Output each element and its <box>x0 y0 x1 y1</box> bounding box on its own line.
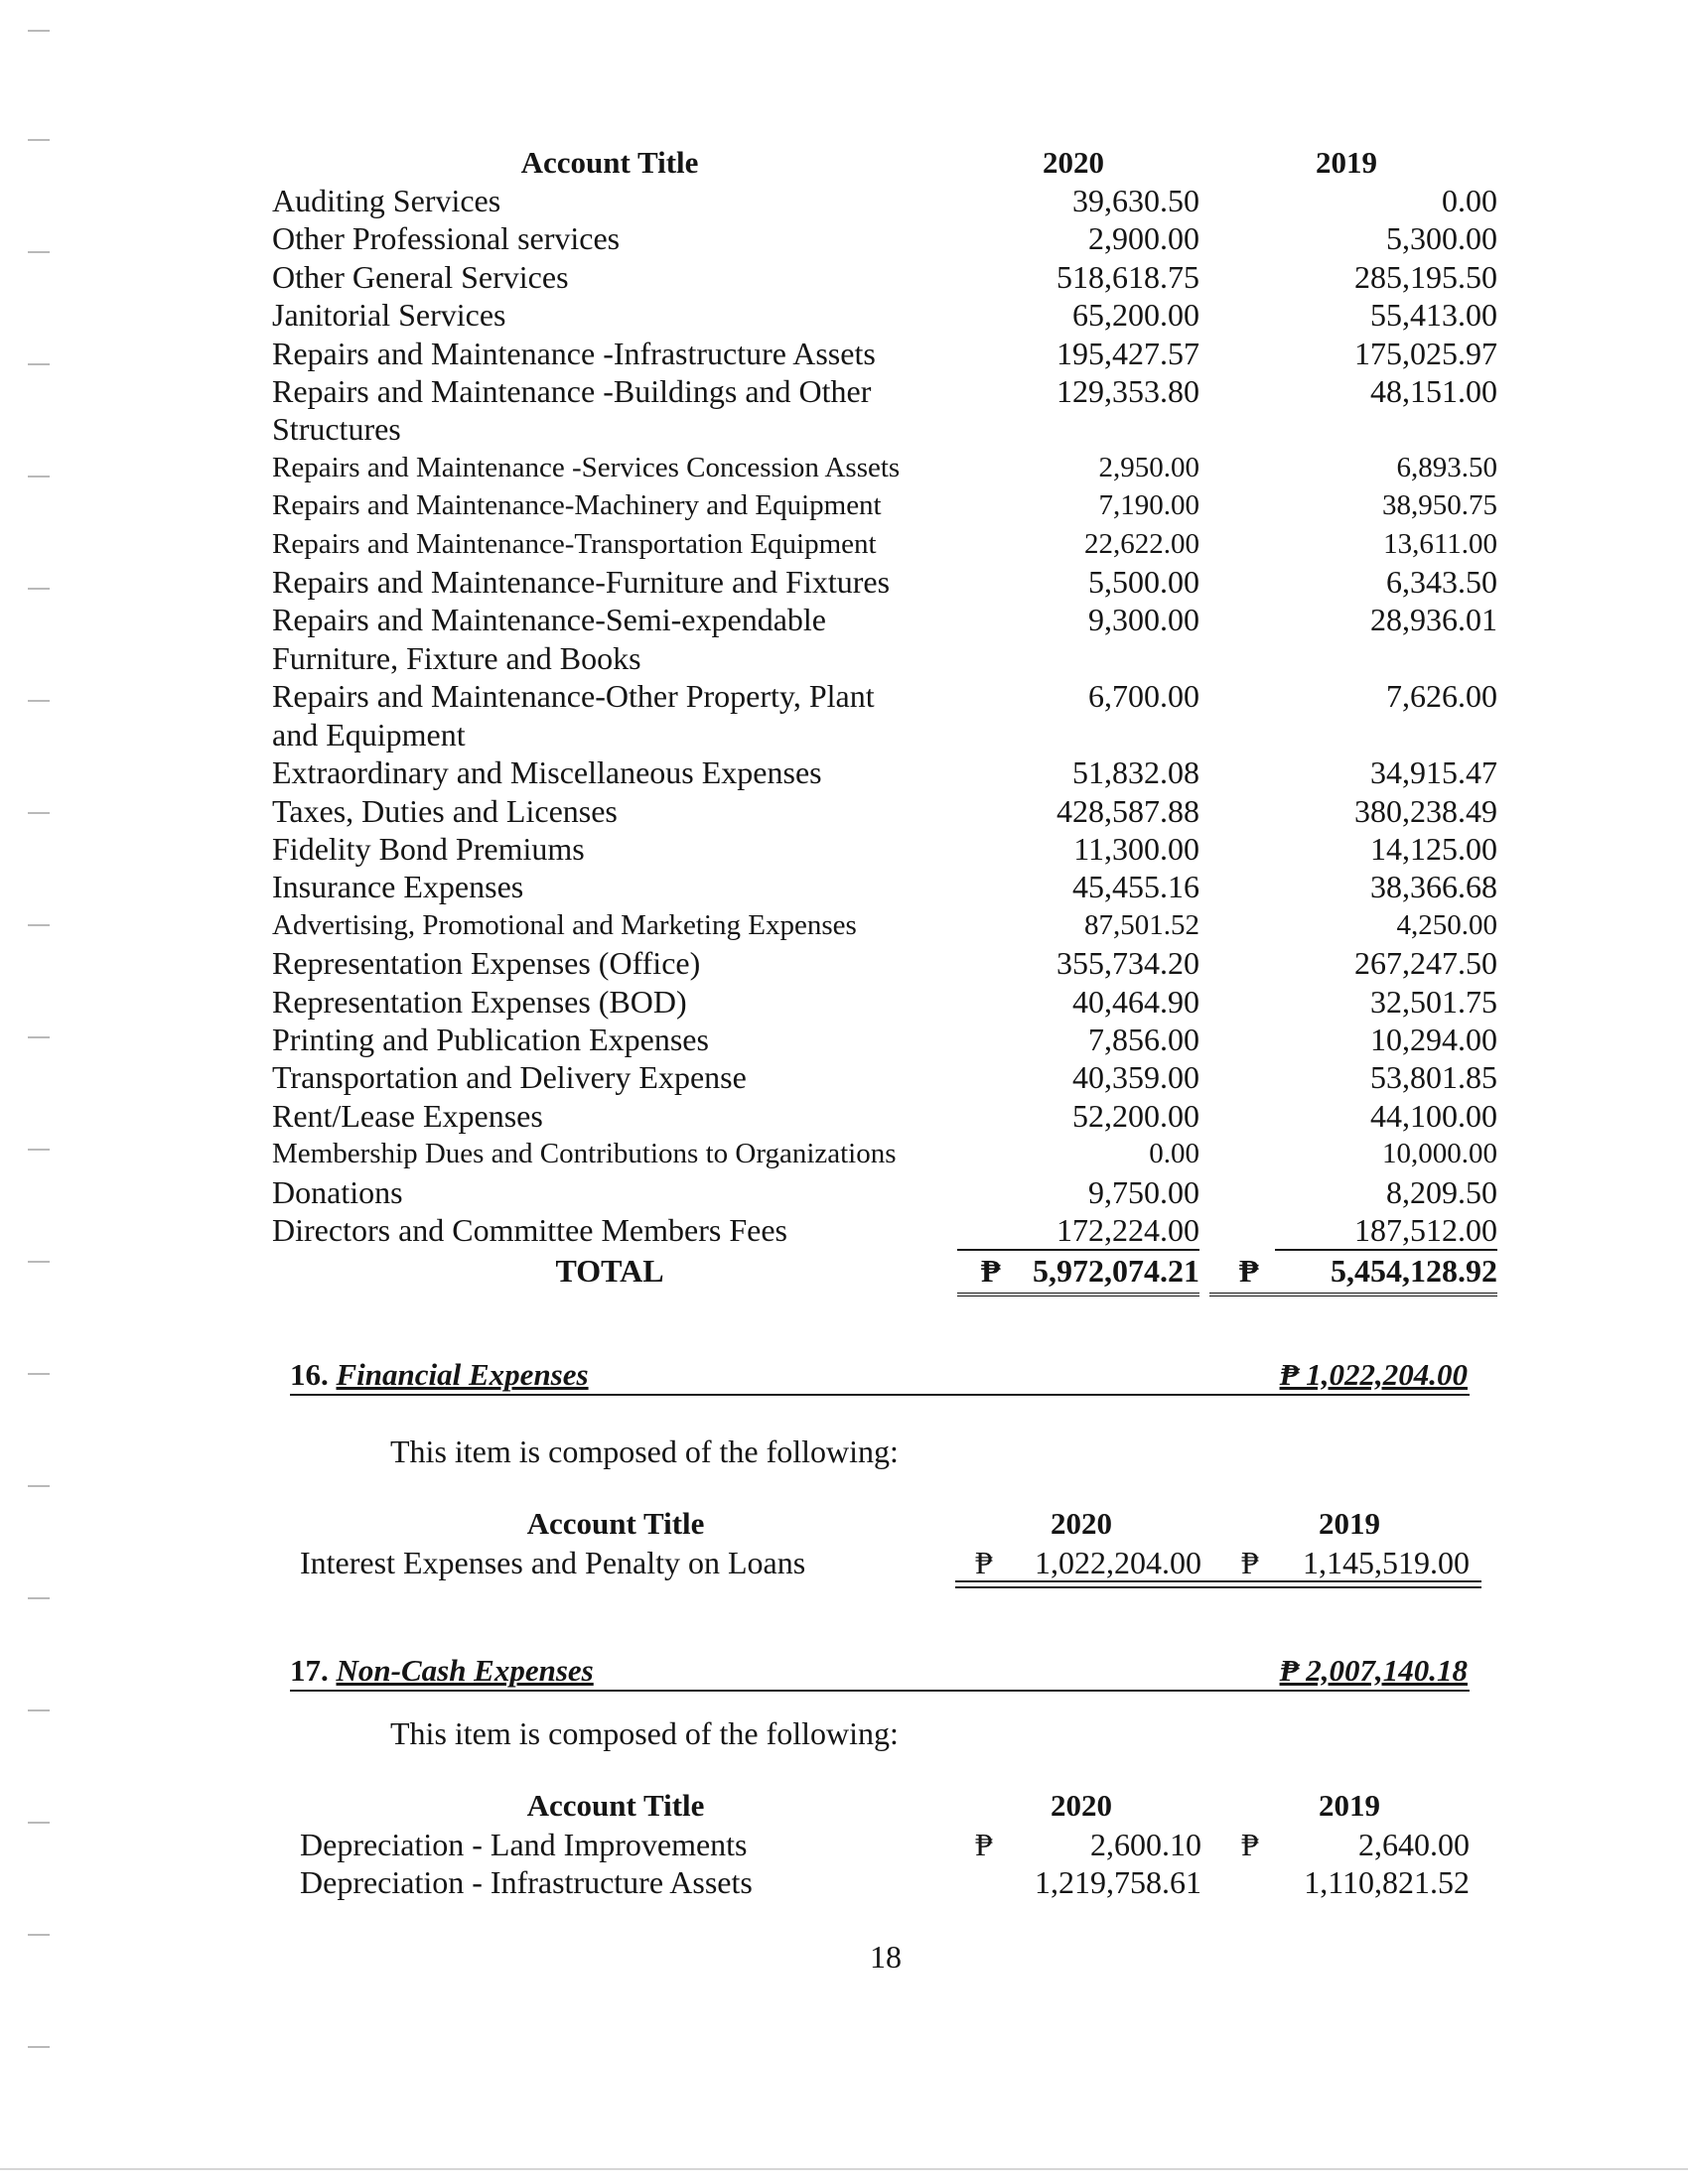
table-row <box>272 677 1523 715</box>
value-2019: 48,151.00 <box>1370 373 1497 410</box>
account-title: Advertising, Promotional and Marketing Expenses <box>272 908 857 941</box>
value-2019: 55,413.00 <box>1370 297 1497 334</box>
table-row <box>272 258 1523 296</box>
value-2019: 32,501.75 <box>1370 983 1497 1020</box>
value-2019: 175,025.97 <box>1354 335 1497 371</box>
scan-edge-mark <box>28 1822 50 1824</box>
column-header-account-title: Account Title <box>520 145 699 180</box>
account-title: Repairs and Maintenance -Services Concession Assets <box>272 451 901 483</box>
value-2020: 7,856.00 <box>1088 1021 1199 1057</box>
value-2020: 7,190.00 <box>1098 489 1199 522</box>
value-2020: 355,734.20 <box>1056 945 1199 982</box>
account-title: Rent/Lease Expenses <box>272 1097 543 1134</box>
table-row <box>272 1211 1523 1249</box>
scan-edge-mark <box>28 1709 50 1711</box>
value-2019: 6,343.50 <box>1386 564 1497 601</box>
table-row <box>272 410 1523 448</box>
value-2020: 6,700.00 <box>1088 678 1199 715</box>
expenses-table <box>272 144 1523 1291</box>
table-row <box>272 601 1523 638</box>
table-row <box>272 372 1523 410</box>
account-title: Transportation and Delivery Expense <box>272 1059 747 1096</box>
value-2019: 13,611.00 <box>1383 527 1497 560</box>
table-row <box>272 449 1523 486</box>
account-title: Depreciation - Infrastructure Assets <box>300 1864 753 1900</box>
account-title: Repairs and Maintenance-Semi-expendable <box>272 602 826 638</box>
scan-edge-mark <box>28 1485 50 1487</box>
table-rule <box>955 1580 1481 1588</box>
value-2019: 7,626.00 <box>1386 678 1497 715</box>
section-amount: ₱ 2,007,140.18 <box>1279 1653 1468 1688</box>
section-intro-text: This item is composed of the following: <box>390 1715 899 1751</box>
section-title: Non-Cash Expenses <box>336 1653 594 1688</box>
account-title: Extraordinary and Miscellaneous Expenses <box>272 754 822 791</box>
scan-edge-mark <box>28 251 50 253</box>
value-2020: 2,900.00 <box>1088 220 1199 257</box>
table-row <box>272 716 1523 753</box>
total-2019-value: 5,454,128.92 <box>1331 1253 1497 1290</box>
value-2020: 2,950.00 <box>1098 451 1199 483</box>
scan-edge-mark <box>28 30 50 32</box>
value-2019: 267,247.50 <box>1354 945 1497 982</box>
non-cash-expenses-heading <box>290 1652 1470 1692</box>
account-title: Representation Expenses (BOD) <box>272 983 687 1020</box>
value-2020: 45,455.16 <box>1072 869 1199 905</box>
section-title: Financial Expenses <box>336 1357 589 1392</box>
value-2019: 10,000.00 <box>1382 1138 1497 1170</box>
account-title: Repairs and Maintenance-Other Property, Plant <box>272 678 875 715</box>
table-row <box>300 1544 1491 1581</box>
total-label: TOTAL <box>555 1253 664 1290</box>
table-row <box>300 1863 1491 1901</box>
value-2019: 285,195.50 <box>1354 258 1497 295</box>
total-row <box>272 1251 1523 1291</box>
account-title: Furniture, Fixture and Books <box>272 639 641 676</box>
scan-edge-mark <box>28 2046 50 2048</box>
value-2020: 518,618.75 <box>1056 258 1199 295</box>
value-2019: 380,238.49 <box>1354 792 1497 829</box>
table-row <box>272 1058 1523 1096</box>
account-title: Structures <box>272 411 401 448</box>
section-number: 17. <box>290 1653 329 1688</box>
value-2020: 87,501.52 <box>1084 908 1199 941</box>
account-title: Depreciation - Land Improvements <box>300 1827 748 1862</box>
page-number: 18 <box>870 1939 902 1975</box>
column-header-2020: 2020 <box>1051 1506 1112 1541</box>
value-2019: 14,125.00 <box>1370 830 1497 867</box>
value-2019: 10,294.00 <box>1370 1021 1497 1057</box>
account-title: Representation Expenses (Office) <box>272 945 701 982</box>
account-title: Repairs and Maintenance-Transportation Equipment <box>272 527 877 560</box>
account-title: Repairs and Maintenance-Machinery and Equipment <box>272 489 882 522</box>
table-row <box>300 1826 1491 1863</box>
value-2020: 428,587.88 <box>1056 792 1199 829</box>
account-title: Donations <box>272 1173 403 1210</box>
value-2020: 39,630.50 <box>1072 183 1199 218</box>
expenses-table-header <box>272 144 1523 182</box>
peso-sign: ₱ <box>1241 1545 1259 1580</box>
column-header-2020: 2020 <box>1051 1788 1112 1823</box>
value-2019: 34,915.47 <box>1370 754 1497 791</box>
value-2019: 5,300.00 <box>1386 220 1497 257</box>
value-2020: 172,224.00 <box>957 1211 1199 1251</box>
value-2020: 5,500.00 <box>1088 564 1199 601</box>
peso-sign: ₱ <box>975 1545 993 1580</box>
value-2020: 40,464.90 <box>1072 983 1199 1020</box>
column-header-account-title: Account Title <box>526 1788 705 1823</box>
total-2019 <box>1209 1251 1497 1297</box>
table-row <box>272 830 1523 868</box>
column-header-2019: 2019 <box>1316 145 1377 180</box>
account-title: Repairs and Maintenance -Buildings and Other <box>272 373 872 410</box>
table-row <box>272 753 1523 791</box>
value-2020: 1,219,758.61 <box>1035 1864 1201 1900</box>
scan-edge-mark <box>28 700 50 702</box>
value-2020: 9,750.00 <box>1088 1173 1199 1210</box>
scan-edge-mark <box>28 588 50 590</box>
scan-edge-mark <box>28 1149 50 1151</box>
section-intro-text: This item is composed of the following: <box>390 1433 899 1469</box>
value-2019: 187,512.00 <box>1275 1211 1497 1251</box>
value-2020: 2,600.10 <box>1090 1827 1201 1862</box>
account-title: Directors and Committee Members Fees <box>272 1211 787 1248</box>
peso-sign: ₱ <box>1241 1827 1259 1862</box>
scan-edge-mark <box>28 363 50 365</box>
account-title: Auditing Services <box>272 183 501 218</box>
value-2019: 0.00 <box>1442 183 1497 218</box>
account-title: and Equipment <box>272 716 466 752</box>
table-row <box>272 219 1523 257</box>
value-2019: 1,145,519.00 <box>1303 1545 1470 1580</box>
value-2020: 195,427.57 <box>1056 335 1199 371</box>
account-title: Other Professional services <box>272 220 621 257</box>
scan-edge-mark <box>28 1036 50 1038</box>
value-2020: 52,200.00 <box>1072 1097 1199 1134</box>
column-header-2019: 2019 <box>1319 1788 1380 1823</box>
account-title: Insurance Expenses <box>272 869 524 905</box>
table-row <box>272 944 1523 982</box>
table-row <box>272 906 1523 944</box>
account-title: Janitorial Services <box>272 297 506 334</box>
account-title: Printing and Publication Expenses <box>272 1021 709 1057</box>
value-2019: 2,640.00 <box>1358 1827 1470 1862</box>
scan-edge-mark <box>28 812 50 814</box>
account-title: Taxes, Duties and Licenses <box>272 792 618 829</box>
total-2020-value: 5,972,074.21 <box>1033 1253 1199 1290</box>
value-2020: 1,022,204.00 <box>1035 1545 1201 1580</box>
expenses-table-body <box>272 182 1523 1249</box>
table-row <box>272 792 1523 830</box>
table-row <box>272 639 1523 677</box>
value-2019: 8,209.50 <box>1386 1173 1497 1210</box>
value-2020: 65,200.00 <box>1072 297 1199 334</box>
value-2020: 40,359.00 <box>1072 1059 1199 1096</box>
scan-edge-mark <box>28 1261 50 1263</box>
value-2020: 22,622.00 <box>1084 527 1199 560</box>
value-2020: 129,353.80 <box>1056 373 1199 410</box>
value-2019: 4,250.00 <box>1396 908 1497 941</box>
value-2019: 53,801.85 <box>1370 1059 1497 1096</box>
column-header-account-title: Account Title <box>526 1506 705 1541</box>
value-2020: 11,300.00 <box>1073 830 1199 867</box>
table-row <box>272 868 1523 905</box>
scan-edge-mark <box>28 1373 50 1375</box>
scan-edge-mark <box>28 924 50 926</box>
account-title: Interest Expenses and Penalty on Loans <box>300 1545 806 1580</box>
value-2019: 38,950.75 <box>1382 489 1497 522</box>
column-header-2020: 2020 <box>1043 145 1104 180</box>
table-row <box>272 486 1523 524</box>
value-2020: 0.00 <box>1149 1138 1199 1170</box>
table-row <box>272 1021 1523 1058</box>
value-2019: 28,936.01 <box>1370 602 1497 638</box>
scan-edge-mark <box>28 476 50 478</box>
table-row <box>272 563 1523 601</box>
table-row <box>272 983 1523 1021</box>
account-title: Fidelity Bond Premiums <box>272 830 585 867</box>
scan-edge-mark <box>28 139 50 141</box>
account-title: Repairs and Maintenance -Infrastructure Assets <box>272 335 876 371</box>
value-2020: 9,300.00 <box>1088 602 1199 638</box>
scan-bottom-edge <box>0 2168 1688 2170</box>
value-2019: 6,893.50 <box>1396 451 1497 483</box>
value-2019: 38,366.68 <box>1370 869 1497 905</box>
value-2019: 44,100.00 <box>1370 1097 1497 1134</box>
account-title: Repairs and Maintenance-Furniture and Fixtures <box>272 564 891 601</box>
value-2019: 1,110,821.52 <box>1304 1864 1470 1900</box>
scan-edge-mark <box>28 1934 50 1936</box>
column-header-2019: 2019 <box>1319 1506 1380 1541</box>
table-row <box>272 525 1523 563</box>
peso-sign: ₱ <box>975 1827 993 1862</box>
table-row <box>272 182 1523 219</box>
scan-edge-mark <box>28 1597 50 1599</box>
section-amount: ₱ 1,022,204.00 <box>1279 1357 1468 1392</box>
table-row <box>272 1097 1523 1135</box>
peso-sign: ₱ <box>981 1253 1001 1290</box>
account-title: Membership Dues and Contributions to Organizations <box>272 1138 897 1170</box>
account-title: Other General Services <box>272 258 569 295</box>
value-2020: 51,832.08 <box>1072 754 1199 791</box>
table-row <box>272 1135 1523 1172</box>
peso-sign: ₱ <box>1239 1253 1259 1290</box>
section-number: 16. <box>290 1357 329 1392</box>
financial-expenses-heading <box>290 1356 1470 1396</box>
table-row <box>272 335 1523 372</box>
table-row <box>272 296 1523 334</box>
total-2020 <box>957 1251 1199 1297</box>
table-row <box>272 1173 1523 1211</box>
